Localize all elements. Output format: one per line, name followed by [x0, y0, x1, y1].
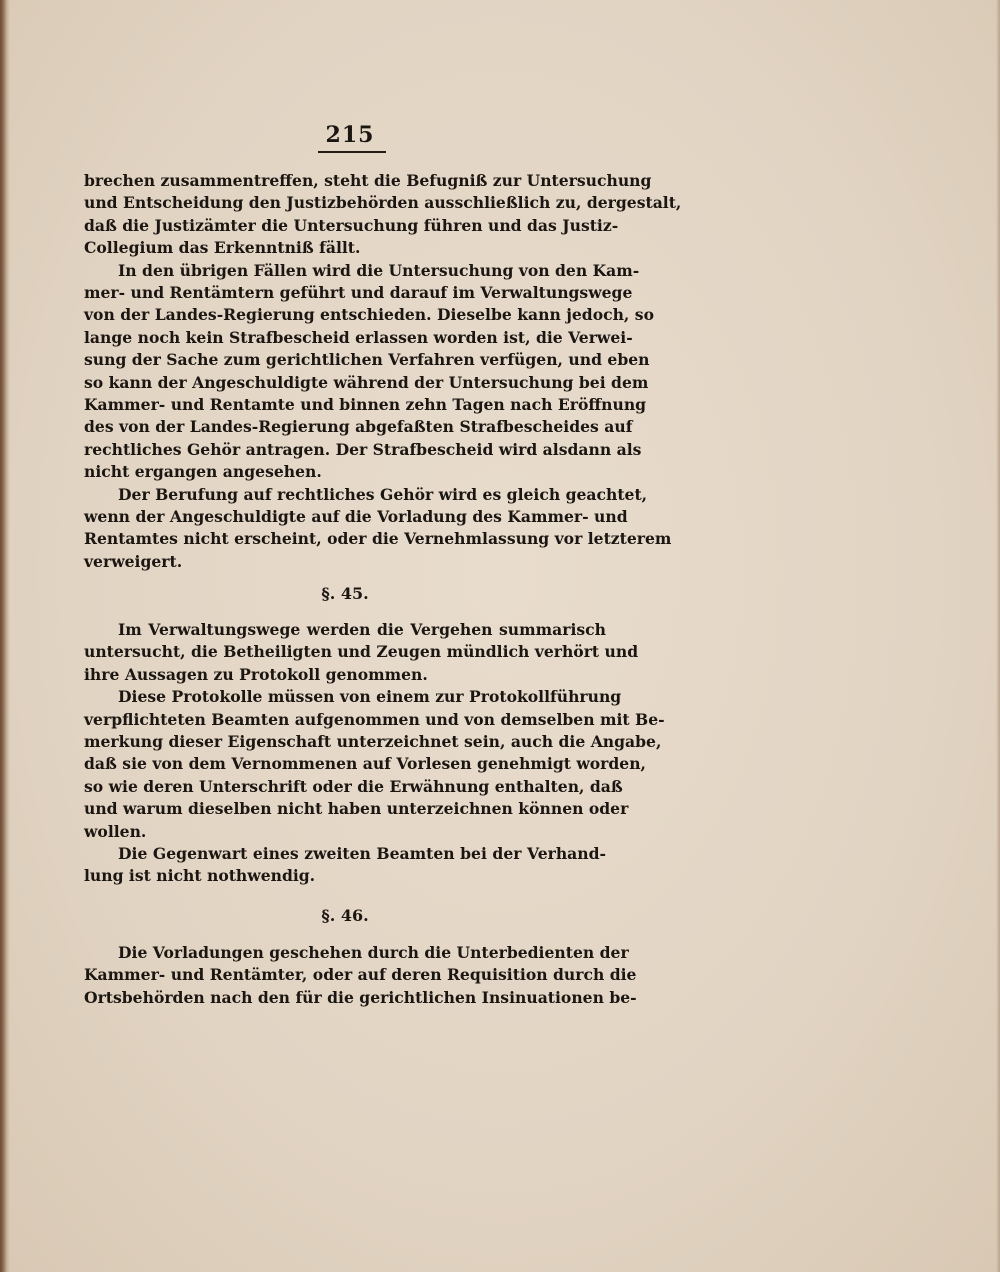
page-right-edge: [996, 0, 1000, 1272]
paragraph: [84, 843, 606, 888]
text-line: ihre Aussagen zu Protokoll genommen.: [84, 664, 428, 684]
text-line: lange noch kein Strafbescheid erlassen worden ist, die Verwei-: [84, 327, 633, 347]
paragraph: [84, 260, 654, 484]
text-line: Rentamtes nicht erscheint, oder die Vernehmlassung vor letzterem: [84, 529, 672, 549]
text-line: von der Landes-Regierung entschieden. Dieselbe kann jedoch, so: [84, 305, 654, 325]
text-line: wollen.: [84, 821, 147, 841]
text-line: und warum dieselben nicht haben unterzeichnen können oder: [84, 799, 629, 819]
section-heading: §. 46.: [321, 906, 369, 925]
text-line: In den übrigen Fällen wird die Untersuchung von den Kam-: [118, 260, 640, 280]
text-line: nicht ergangen angesehen.: [84, 462, 322, 482]
text-line: wenn der Angeschuldigte auf die Vorladung des Kammer- und: [84, 506, 628, 526]
paragraph-continuation: [84, 170, 682, 260]
text-line: Der Berufung auf rechtliches Gehör wird es gleich geachtet,: [118, 484, 648, 504]
page-number-rule: [318, 151, 386, 153]
text-line: merkung dieser Eigenschaft unterzeichnet sein, auch die Angabe,: [84, 731, 662, 751]
text-line: Die Gegenwart eines zweiten Beamten bei der Verhand-: [118, 844, 606, 863]
paragraph: [84, 942, 637, 1009]
text-line: verweigert.: [84, 551, 183, 571]
text-line: Diese Protokolle müssen von einem zur Protokollführung: [118, 687, 622, 707]
text-line: Kammer- und Rentamte und binnen zehn Tagen nach Eröffnung: [84, 394, 647, 414]
text-line: des von der Landes-Regierung abgefaßten Strafbescheides auf: [84, 417, 633, 437]
paragraph: [84, 619, 639, 686]
text-line: daß die Justizämter die Untersuchung führen und das Justiz-: [84, 215, 619, 235]
text-line: so wie deren Unterschrift oder die Erwähnung enthalten, daß: [84, 776, 623, 796]
text-line: so kann der Angeschuldigte während der Untersuchung bei dem: [84, 372, 649, 392]
section-heading: §. 45.: [321, 584, 369, 603]
page-number: 215: [325, 122, 375, 148]
text-line: Die Vorladungen geschehen durch die Unterbedienten der: [118, 943, 629, 962]
text-line: mer- und Rentämtern geführt und darauf im Verwaltungswege: [84, 282, 633, 302]
text-line: Collegium das Erkenntniß fällt.: [84, 238, 361, 258]
text-line: verpflichteten Beamten aufgenommen und von demselben mit Be-: [84, 709, 665, 729]
text-line: sung der Sache zum gerichtlichen Verfahren verfügen, und eben: [84, 350, 650, 370]
text-line: Kammer- und Rentämter, oder auf deren Requisition durch die: [84, 965, 637, 985]
text-line: Im Verwaltungswege werden die Vergehen summarisch: [118, 620, 606, 639]
paragraph: [84, 686, 665, 843]
text-line: lung ist nicht nothwendig.: [84, 866, 316, 886]
text-line: daß sie von dem Vernommenen auf Vorlesen genehmigt worden,: [84, 754, 646, 774]
text-line: Ortsbehörden nach den für die gerichtlichen Insinuationen be-: [84, 987, 637, 1007]
text-line: untersucht, die Betheiligten und Zeugen mündlich verhört und: [84, 642, 639, 662]
page-binding-edge: [0, 0, 10, 1272]
text-line: und Entscheidung den Justizbehörden ausschließlich zu, dergestalt,: [84, 193, 682, 213]
text-line: rechtliches Gehör antragen. Der Strafbescheid wird alsdann als: [84, 439, 642, 459]
paragraph: [84, 484, 672, 574]
text-line: brechen zusammentreffen, steht die Befugniß zur Untersuchung: [84, 171, 652, 190]
